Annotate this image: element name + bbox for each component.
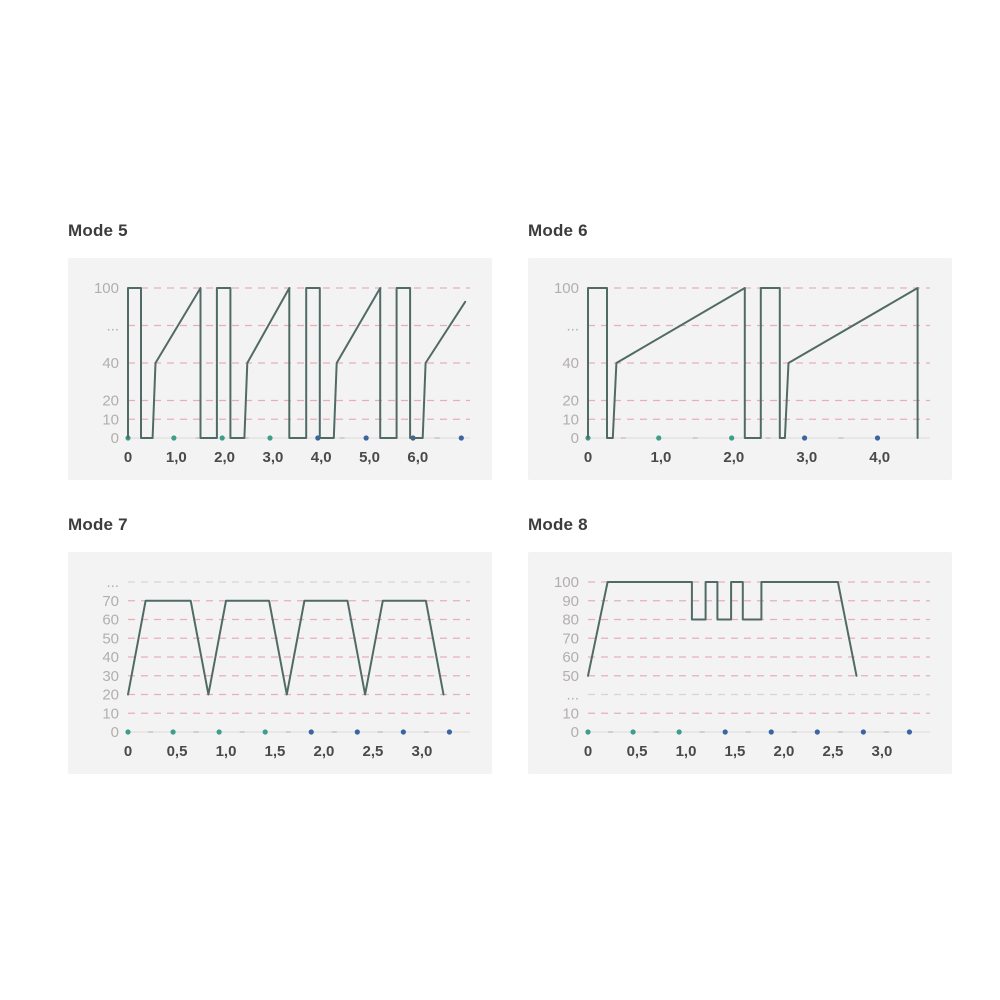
y-tick-label: 50 xyxy=(562,667,579,685)
axis-dot-blue xyxy=(355,729,360,734)
y-tick-label: 40 xyxy=(562,355,579,372)
x-tick-label: 0,5 xyxy=(166,743,188,760)
y-tick-label: 10 xyxy=(562,705,579,723)
axis-dot-green xyxy=(125,729,130,734)
chart-svg xyxy=(68,258,492,480)
y-tick-label: 0 xyxy=(570,724,579,741)
axis-dot-green xyxy=(656,435,661,440)
axis-dot-green xyxy=(217,729,222,734)
x-tick-label: 0 xyxy=(123,449,133,466)
y-tick-label: 40 xyxy=(102,355,119,372)
y-tick-label: 20 xyxy=(102,392,119,410)
axis-dot-green xyxy=(220,435,225,440)
x-tick-label: 0,5 xyxy=(626,743,648,760)
charts-grid xyxy=(68,220,952,774)
chart-svg xyxy=(528,258,952,480)
y-tick-label: 0 xyxy=(110,430,119,447)
chart-title-mode-7: Mode 7 xyxy=(68,515,128,534)
x-tick-label: 2,5 xyxy=(362,743,384,760)
axis-dot-green xyxy=(630,729,635,734)
x-tick-label: 2,0 xyxy=(214,449,236,466)
axis-dot-green xyxy=(170,729,175,734)
x-tick-label: 4,0 xyxy=(869,449,891,466)
x-tick-label: 4,0 xyxy=(310,449,332,466)
y-tick-label: 60 xyxy=(562,649,579,666)
y-tick-label: 70 xyxy=(102,592,119,610)
chart-panel-mode-5 xyxy=(68,258,492,480)
axis-dot-green xyxy=(263,729,268,734)
y-tick-label: 80 xyxy=(562,611,579,629)
y-tick-label: ... xyxy=(566,686,579,704)
x-tick-label: 6,0 xyxy=(407,449,429,466)
y-tick-label: 70 xyxy=(562,630,579,648)
y-tick-label: 40 xyxy=(102,649,119,666)
x-tick-label: 1,0 xyxy=(215,743,237,760)
x-tick-label: 1,0 xyxy=(675,743,697,760)
axis-dot-blue xyxy=(364,435,369,440)
x-tick-label: 3,0 xyxy=(796,449,818,466)
y-tick-label: 100 xyxy=(553,280,579,297)
x-tick-label: 5,0 xyxy=(359,449,380,466)
x-tick-label: 1,0 xyxy=(650,449,672,466)
x-tick-label: 0 xyxy=(583,743,593,760)
y-tick-label: 20 xyxy=(562,392,579,410)
chart-svg xyxy=(528,552,952,774)
y-tick-label: 100 xyxy=(553,574,579,591)
x-tick-label: 0 xyxy=(583,449,593,466)
y-tick-label: ... xyxy=(106,317,119,335)
y-tick-label: ... xyxy=(106,574,119,591)
chart-title-mode-5: Mode 5 xyxy=(68,221,128,240)
axis-dot-blue xyxy=(769,729,774,734)
y-tick-label: 0 xyxy=(110,724,119,741)
chart-title-mode-6: Mode 6 xyxy=(528,221,588,240)
x-tick-label: 3,0 xyxy=(871,743,893,760)
axis-dot-green xyxy=(677,729,682,734)
axis-dot-blue xyxy=(907,729,912,734)
y-tick-label: 10 xyxy=(102,411,119,429)
axis-dot-green xyxy=(267,435,272,440)
axis-dot-blue xyxy=(802,435,807,440)
x-tick-label: 1,5 xyxy=(264,743,286,760)
axis-dot-blue xyxy=(401,729,406,734)
chart-svg xyxy=(68,552,492,774)
y-tick-label: 20 xyxy=(102,686,119,704)
axis-dot-blue xyxy=(723,729,728,734)
x-tick-label: 2,0 xyxy=(773,743,795,760)
chart-cell-mode-5 xyxy=(68,220,492,480)
axis-dot-blue xyxy=(447,729,452,734)
chart-cell-mode-8 xyxy=(528,514,952,774)
y-tick-label: 50 xyxy=(102,630,119,648)
x-tick-label: 1,0 xyxy=(165,449,187,466)
axis-dot-blue xyxy=(309,729,314,734)
y-tick-label: 30 xyxy=(102,667,119,685)
waveform-line xyxy=(128,601,444,695)
chart-cell-mode-7 xyxy=(68,514,492,774)
chart-title-mode-8: Mode 8 xyxy=(528,515,588,534)
x-tick-label: 2,0 xyxy=(313,743,335,760)
chart-panel-mode-7 xyxy=(68,552,492,774)
x-tick-label: 2,5 xyxy=(822,743,844,760)
y-tick-label: 10 xyxy=(102,705,119,723)
y-tick-label: 0 xyxy=(570,430,579,447)
x-tick-label: 1,5 xyxy=(724,743,746,760)
axis-dot-blue xyxy=(861,729,866,734)
waveform-line xyxy=(588,582,857,676)
waveform-line xyxy=(588,288,918,438)
x-tick-label: 2,0 xyxy=(723,449,745,466)
axis-dot-blue xyxy=(815,729,820,734)
axis-dot-blue xyxy=(459,435,464,440)
x-tick-label: 3,0 xyxy=(262,449,284,466)
x-tick-label: 3,0 xyxy=(411,743,433,760)
y-tick-label: 90 xyxy=(562,592,579,610)
axis-dot-green xyxy=(585,729,590,734)
y-tick-label: 10 xyxy=(562,411,579,429)
axis-dot-blue xyxy=(875,435,880,440)
axis-dot-green xyxy=(171,435,176,440)
chart-cell-mode-6 xyxy=(528,220,952,480)
chart-panel-mode-8 xyxy=(528,552,952,774)
x-tick-label: 0 xyxy=(123,743,133,760)
axis-dot-green xyxy=(729,435,734,440)
chart-panel-mode-6 xyxy=(528,258,952,480)
y-tick-label: 100 xyxy=(93,280,119,297)
y-tick-label: ... xyxy=(566,317,579,335)
y-tick-label: 60 xyxy=(102,611,119,629)
